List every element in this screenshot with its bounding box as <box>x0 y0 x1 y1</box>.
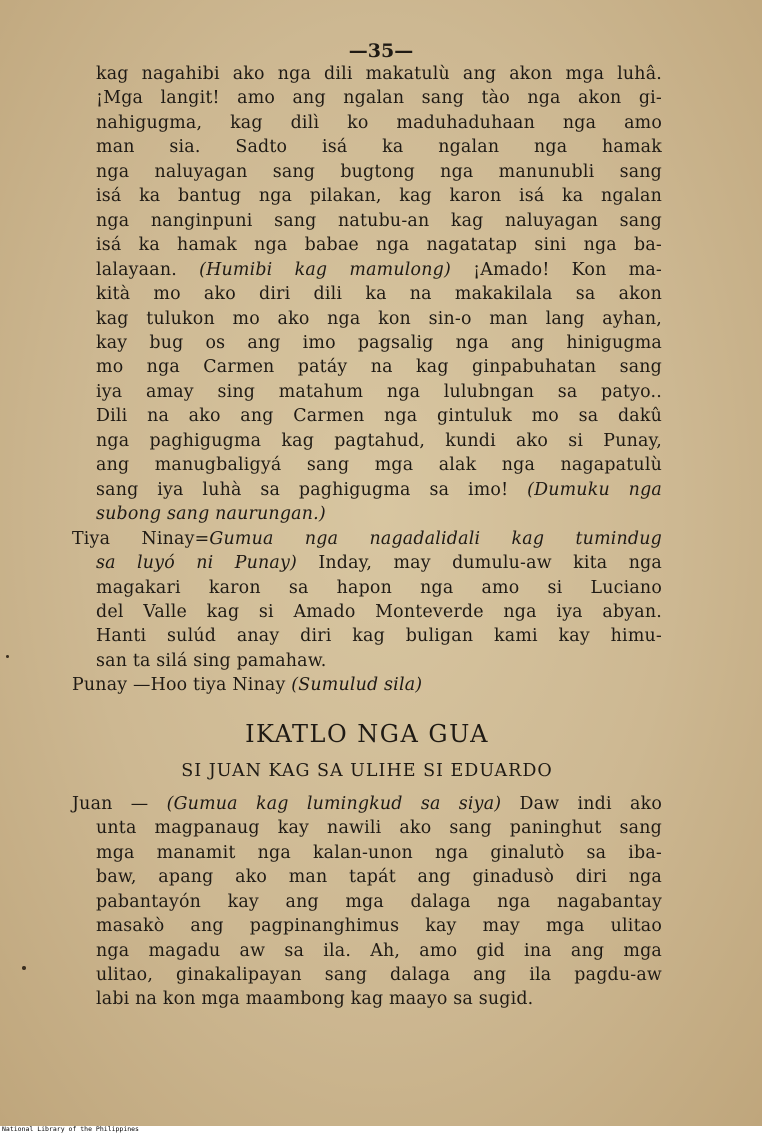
text-line: labi na kon mga maambong kag maayo sa sugid. <box>96 989 534 1010</box>
page-number: —35— <box>348 40 414 62</box>
text-line: unta magpanaug kay nawili ako sang paninghut sang <box>96 818 662 839</box>
text-line: nga magadu aw sa ila. Ah, amo gid ina ang mga <box>96 940 662 961</box>
text-line: ¡Mga langit! amo ang ngalan sang tào nga akon gi- <box>96 88 662 109</box>
act-heading: IKATLO NGA GUA <box>245 719 489 748</box>
speaker-punay: Punay — <box>72 675 151 696</box>
text-line: baw, apang ako man tapát ang ginadusò diri nga <box>96 867 662 888</box>
punay-dialogue-line <box>72 673 662 697</box>
text-line <box>96 258 662 282</box>
stage-direction: (Dumuku nga <box>527 479 662 500</box>
stage-direction: (Humibi kag mamulong) <box>199 259 451 280</box>
text-line: ang manugbaligyá sang mga alak nga nagapatulù <box>96 455 662 476</box>
text-line: nga paghigugma kag pagtahud, kundi ako si Punay, <box>96 430 662 451</box>
text-line: nahigugma, kag dilì ko maduhaduhaan nga amo <box>96 112 662 133</box>
text-line: mga manamit nga kalan-unon nga ginalutò sa iba- <box>96 842 662 863</box>
text-line: ulitao, ginakalipayan sang dalaga ang ila pagdu-aw <box>96 964 662 985</box>
dialogue-text: Hoo tiya Ninay <box>150 675 286 696</box>
page-body <box>72 62 662 1012</box>
text-segment: sang iya luhà sa paghigugma sa imo! <box>96 479 528 500</box>
text-line: del Valle kag si Amado Monteverde nga iya abyan. <box>96 601 662 622</box>
library-footer: National Library of the Philippines <box>2 1125 139 1133</box>
text-line: isá ka hamak nga babae nga nagatatap sini nga ba- <box>96 235 662 256</box>
text-line: masakò ang pagpinanghimus kay may mga ulitao <box>96 916 662 937</box>
text-segment: ¡Amado! Kon ma- <box>450 259 662 280</box>
stage-direction: (Gumua kag lumingkud sa siya) <box>166 793 502 814</box>
text-line: isá ka bantug nga pilakan, kag karon isá ka ngalan <box>96 186 662 207</box>
text-line: kag tulukon mo ako nga kon sin-o man lang ayhan, <box>96 308 662 329</box>
text-line <box>96 478 662 502</box>
text-line: kay bug os ang imo pagsalig nga ang hinigugma <box>96 332 662 353</box>
text-line: Hanti sulúd anay diri kag buligan kami kay himu- <box>96 626 662 647</box>
text-line: mo nga Carmen patáy na kag ginpabuhatan sang <box>96 357 662 378</box>
juan-dialogue-line <box>72 792 662 816</box>
dialogue-text: Inday, may dumulu-aw kita nga <box>318 553 662 574</box>
text-line: Dili na ako ang Carmen nga gintuluk mo sa dakû <box>96 406 662 427</box>
ninay-dialogue-line <box>72 527 662 551</box>
text-segment: lalayaan. <box>96 259 200 280</box>
text-line: nga nanginpuni sang natubu-an kag naluyagan sang <box>96 210 662 231</box>
stage-direction: subong sang naurungan.) <box>96 504 326 525</box>
monologue-paragraph <box>96 62 662 527</box>
ninay-dialogue <box>96 576 662 674</box>
text-line: iya amay sing matahum nga lulubngan sa patyo.. <box>96 381 662 402</box>
dialogue-text: Daw indi ako <box>519 793 662 814</box>
scene-heading: SI JUAN KAG SA ULIHE SI EDUARDO <box>181 760 553 781</box>
ninay-dialogue-line <box>96 551 662 575</box>
text-line: magakari karon sa hapon nga amo si Luciano <box>96 577 662 598</box>
text-line: nga naluyagan sang bugtong nga manunubli sang <box>96 161 662 182</box>
ink-speck <box>22 966 26 970</box>
stage-direction: (Sumulud sila) <box>291 675 423 696</box>
text-line: kag nagahibi ako nga dili makatulù ang akon mga luhâ. <box>96 64 662 84</box>
ink-speck <box>6 655 9 658</box>
juan-dialogue <box>96 816 662 1012</box>
stage-direction: Gumua nga nagadalidali kag tumindug <box>209 528 662 549</box>
text-line: kità mo ako diri dili ka na makakilala sa akon <box>96 284 662 305</box>
text-line <box>96 502 662 526</box>
speaker-ninay: Tiya Ninay= <box>72 528 210 549</box>
text-line: man sia. Sadto isá ka ngalan nga hamak <box>96 137 662 158</box>
stage-direction: sa luyó ni Punay) <box>96 553 297 574</box>
text-line: san ta silá sing pamahaw. <box>96 650 327 671</box>
text-line: pabantayón kay ang mga dalaga nga nagabantay <box>96 891 662 912</box>
speaker-juan: Juan — <box>72 793 167 814</box>
